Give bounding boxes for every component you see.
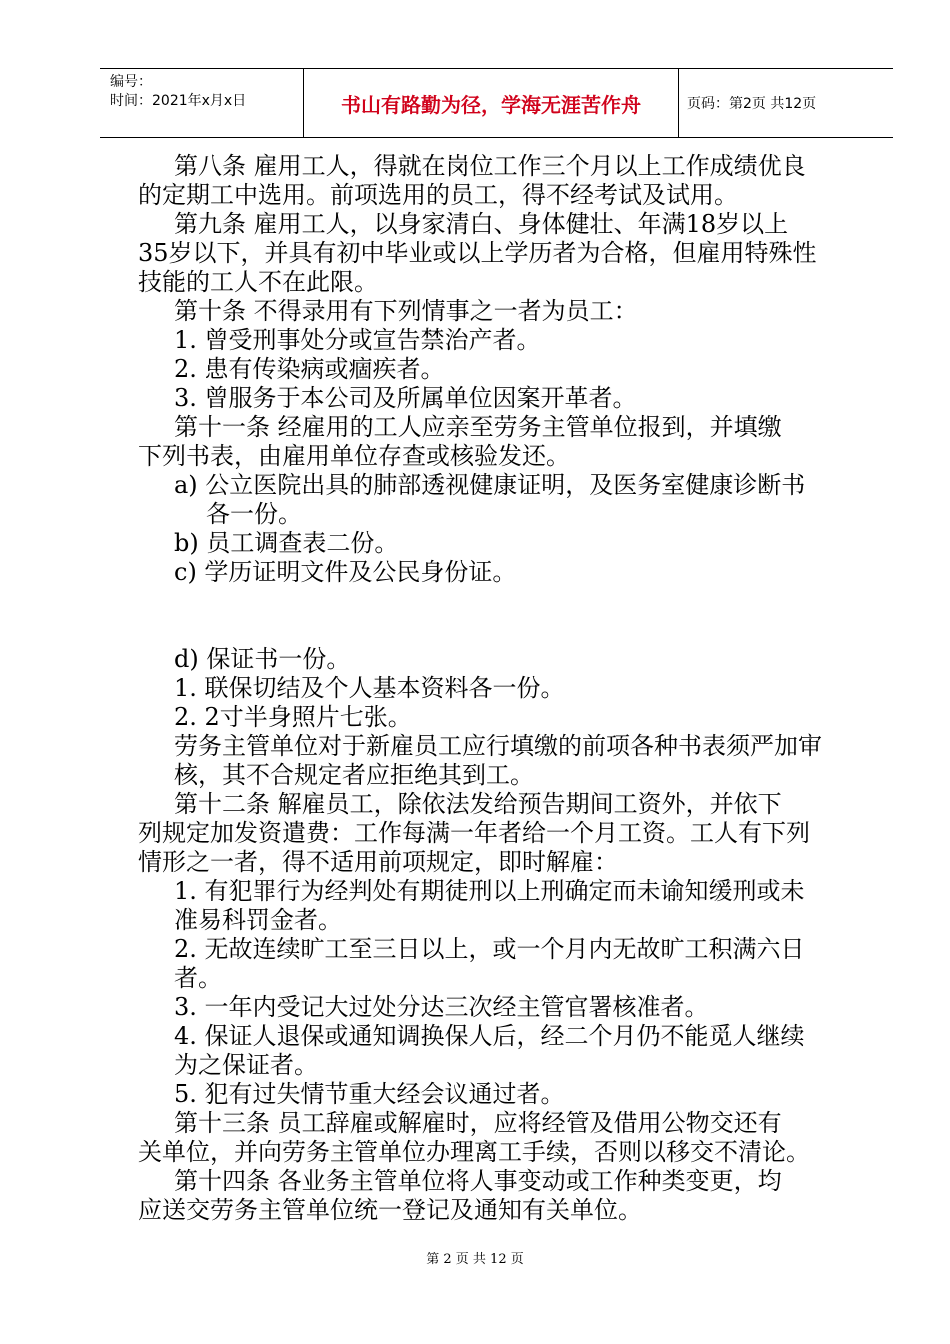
article-11-item-a: a) 公立医院出具的肺部透视健康证明，及医务室健康诊断书: [174, 471, 806, 499]
article-11-sub-1: 1. 联保切结及个人基本资料各一份。: [174, 674, 565, 702]
header-motto: 书山有路勤为径，学海无涯苦作舟: [304, 69, 679, 137]
blank-gap: [138, 587, 868, 645]
article-8-line-2: 的定期工中选用。前项选用的员工，得不经考试及试用。: [138, 181, 738, 209]
article-12-item-4-cont: 为之保证者。: [174, 1051, 318, 1079]
article-14-line-1: 第十四条 各业务主管单位将人事变动或工作种类变更，均: [174, 1167, 782, 1195]
article-11-line-2: 下列书表，由雇用单位存查或核验发还。: [138, 442, 570, 470]
article-12-item-2-cont: 者。: [174, 964, 222, 992]
article-10-item-3: 3. 曾服务于本公司及所属单位因案开革者。: [174, 384, 637, 412]
article-12-item-2: 2. 无故连续旷工至三日以上，或一个月内无故旷工积满六日: [174, 935, 805, 963]
article-11-line-1: 第十一条 经雇用的工人应亲至劳务主管单位报到，并填缴: [174, 413, 782, 441]
document-number-label: 编号：: [110, 74, 152, 90]
article-11-note-line-2: 核，其不合规定者应拒绝其到工。: [174, 761, 534, 789]
article-10-item-1: 1. 曾受刑事处分或宣告禁治产者。: [174, 326, 541, 354]
document-body: [138, 152, 868, 1225]
article-9-line-2: 35岁以下，并具有初中毕业或以上学历者为合格，但雇用特殊性: [138, 239, 817, 267]
article-12-item-1-cont: 准易科罚金者。: [174, 906, 342, 934]
article-14-line-2: 应送交劳务主管单位统一登记及通知有关单位。: [138, 1196, 642, 1224]
article-9-line-1: 第九条 雇用工人，以身家清白、身体健壮、年满18岁以上: [174, 210, 789, 238]
article-8-line-1: 第八条 雇用工人，得就在岗位工作三个月以上工作成绩优良: [174, 152, 806, 180]
article-13-line-1: 第十三条 员工辞雇或解雇时，应将经管及借用公物交还有: [174, 1109, 782, 1137]
article-12-line-1: 第十二条 解雇员工，除依法发给预告期间工资外，并依下: [174, 790, 782, 818]
article-11-item-b: b) 员工调查表二份。: [174, 529, 399, 557]
article-12-line-2: 列规定加发资遣费：工作每满一年者给一个月工资。工人有下列: [138, 819, 810, 847]
article-12-item-1: 1. 有犯罪行为经判处有期徒刑以上刑确定而未谕知缓刑或未: [174, 877, 805, 905]
article-11-sub-2: 2. 2寸半身照片七张。: [174, 703, 412, 731]
article-12-item-5: 5. 犯有过失情节重大经会议通过者。: [174, 1080, 565, 1108]
article-11-item-c: c) 学历证明文件及公民身份证。: [174, 558, 517, 586]
header-page-info: 页码：第2页 共12页: [687, 96, 817, 112]
article-11-note-line-1: 劳务主管单位对于新雇员工应行填缴的前项各种书表须严加审: [174, 732, 822, 760]
article-10-line-1: 第十条 不得录用有下列情事之一者为员工：: [174, 297, 638, 325]
article-11-item-a-cont: 各一份。: [206, 500, 302, 528]
article-10-item-2: 2. 患有传染病或痼疾者。: [174, 355, 445, 383]
article-12-item-3: 3. 一年内受记大过处分达三次经主管官署核准者。: [174, 993, 709, 1021]
article-13-line-2: 关单位，并向劳务主管单位办理离工手续，否则以移交不清论。: [138, 1138, 810, 1166]
document-time-label: 时间：2021年x月x日: [110, 93, 247, 109]
article-12-item-4: 4. 保证人退保或通知调换保人后，经二个月仍不能觅人继续: [174, 1022, 805, 1050]
page-header: [100, 68, 893, 138]
article-12-line-3: 情形之一者，得不适用前项规定，即时解雇：: [138, 848, 618, 876]
article-11-item-d: d) 保证书一份。: [174, 645, 351, 673]
header-left-cell: [100, 69, 304, 137]
article-9-line-3: 技能的工人不在此限。: [138, 268, 378, 296]
page-footer: 第 2 页 共 12 页: [426, 1252, 524, 1267]
